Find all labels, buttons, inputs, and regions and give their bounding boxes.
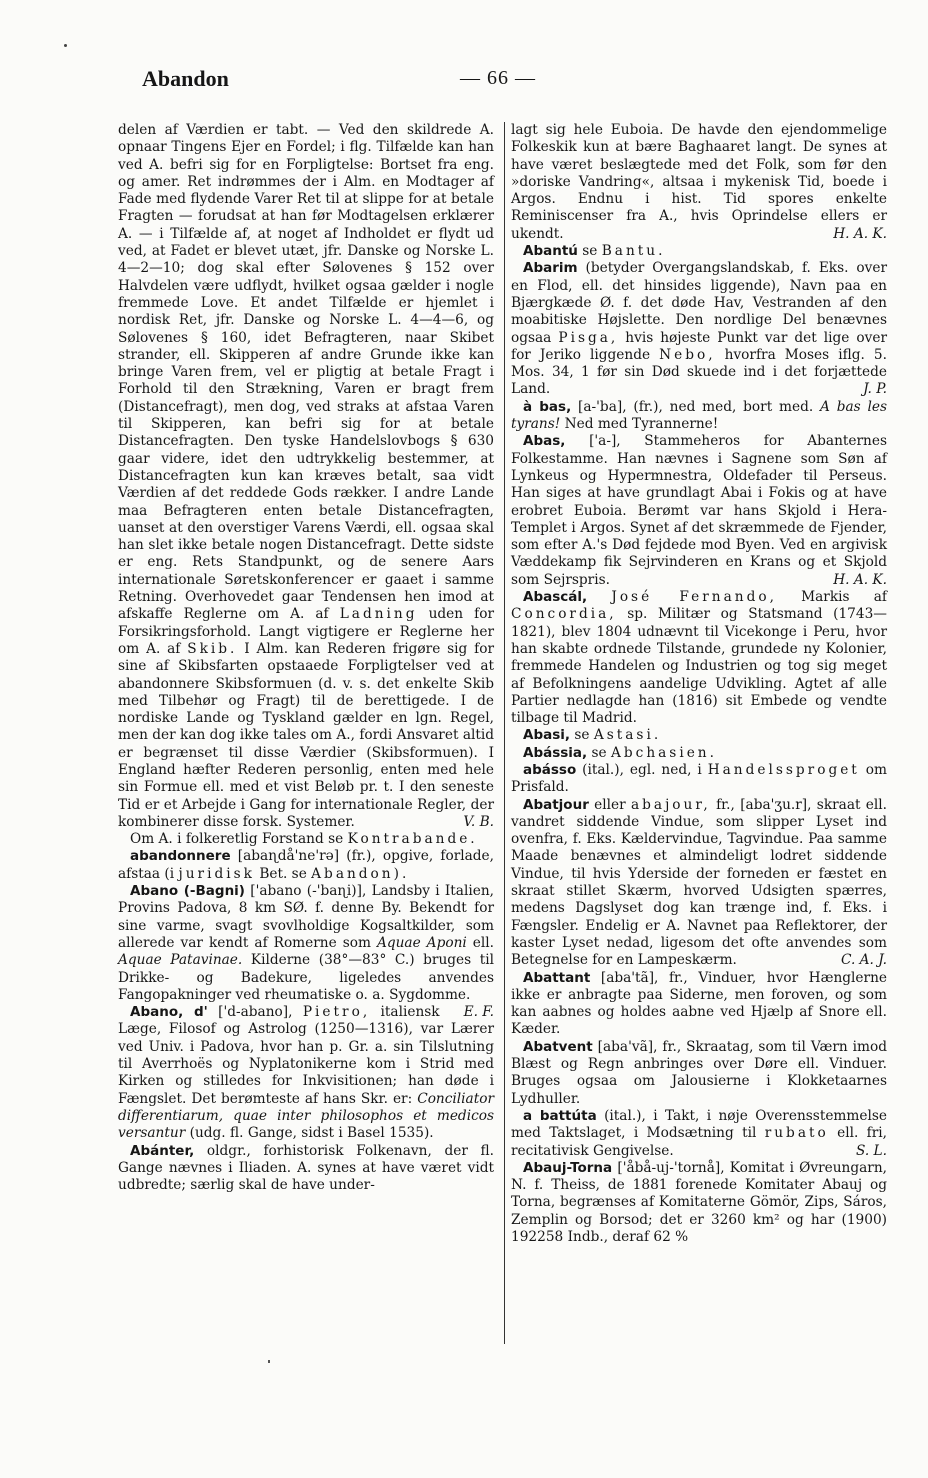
headword: Abano, d' [130,1004,208,1021]
headword: Abarim [523,260,578,277]
author-signature: C. A. J. [840,952,887,969]
author-signature: H. A. K. [833,225,887,242]
running-headword: Abandon [142,66,229,91]
entry-a-battuta: a battúta (ital.), i Takt, i nøje Overensstemmelse med Taktslaget, i Modsætning til rubato ell. fri, recitativisk Gengivelse. S. L. [511,1107,887,1159]
author-signature: J. P. [863,381,887,398]
headword: Abánter, [130,1142,195,1159]
entry-abandon-continuation: delen af Værdien er tabt. — Ved den skildrede A. opnaar Tingens Ejer en Fordel; i flg. Tilfælde kan han ved A. befri sig for en Forpligtelse: Bortset fra eng. og amer. Ret indrømmes der i Alm. en Modtager af Fade med flydende Varer Ret til at slippe for at betale Fragten — forudsat at han før Modtagelsen erklærer A. — i Tilfælde af, at noget af Indholdet er flydt ud ved, at Fadet er blevet utæt, jfr. Danske og Norske L. 4—2—10; dog skal efter Sølovenes § 152 over Halvdelen være udflydt, hvilket ogsaa gælder i nogle fremmede Love. Et andet Tilfælde er hjemlet i nordisk Ret, jfr. Danske og Norske L. 4—4—6, og Sølovenes § 160, idet Befragteren, naar Skibet strander, ell. Skipperen af andre Grunde ikke kan bringe Varen frem, vel er pligtig at betale Fragt i Forhold til den Strækning, Varen er bragt frem (Distancefragt), men dog, ved straks at afstaa Varen til Skipperen, kan befri sig for at betale Distancefragten. Den tyske Handelslovbogs § 630 gaar videre, idet den udtrykkelig bestemmer, at Distancefragten kun kan kræves betalt, saa vidt Værdien af det reddede Gods rækker. I andre Lande maa Befragteren enten betale Distancefragten, uanset at den overstiger Varens Værdi, ell. ogsaa skal han slet ikke betale nogen Distancefragt. Dette sidste er eng. Rets Standpunkt, og de senere Aars internationale Søretskonferencer er gaaet i samme Retning. Overhovedet gaar Tendensen hen imod at afskaffe Reglerne om A. af Ladning uden for Forsikringsforhold. Langt vigtigere er Reglerne her om A. af Skib. I Alm. kan Rederen frigøre sig for sine af Skibsfarten opstaaede Forpligtelser ved at abandonnere Skibsformuen (d. v. s. det enkelte Skib med Tilbehør og Fragt) til de berettigede. I de nordiske Lande og Tyskland gælder en lgn. Regel, men der kan dog ikke tales om A., fordi Ansvaret altid er begrænset til disse Værdier (Skibsformuen). I England hæfter Rederen personlig, enten med hele sin Formue ell. med et vist Beløb pr. t. I den seneste Tid er et Arbejde i Gang for internationale Regler, der kombinerer disse forsk. Systemer. V. B. [118,122,495,830]
entry-a-bas: à bas, [a-'ba], (fr.), ned med, bort med. A bas les tyrans! Ned med Tyrannerne! [511,398,888,433]
entry-abauj-torna: Abauj-Torna ['åbå-uj-'tornå], Komitat i Øvreungarn, N. f. Theiss, de 1881 forenede Komitater Abauj og Torna, begrænses af Komitaterne Gömör, Zips, Sáros, Zemplin og Borsod; det er 3260 km² og har (1900) 192258 Indb., deraf 62 % [511,1159,887,1245]
headword: abásso [523,761,577,778]
headword: a battúta [523,1107,597,1124]
column-divider [504,122,505,1344]
entry-abarim: Abarim (betyder Overgangslandskab, f. Eks. over en Flod, ell. det hinsides liggende), Navn paa en Bjærgkæde Ø. f. det døde Hav, Vestranden af den moabitiske Højslette. Den nordlige Del benævnes ogsaa Pisga, hvis højeste Punkt var det lige over for Jeriko liggende Nebo, hvorfra Moses iflg. 5. Mos. 34, 1 før sin Død skuede ind i det forjættede Land. J. P. [511,260,888,398]
headword: Abano (-Bagni) [130,883,245,900]
headword: à bas, [523,398,572,415]
author-signature: E. F. [463,1004,494,1021]
author-signature: V. B. [463,813,494,830]
entry-abano-pietro: Abano, d' ['d-abano], Pietro, italiensk Læge, Filosof og Astrolog (1250—1316), var Lærer ved Univ. i Padova, hvor han p. Gr. a. sin Tilslutning til Averrhoës og Nyplatonikerne kom i Strid med Kirken og stilledes for Inkvisitionen; han døde i Fængslet. Det berømteste af hans Skr. er: Conciliator differentiarum, quae inter philosophos et medicos versantur (udg. fl. Gange, sidst i Basel 1535). [118,1004,494,1142]
page-header [118,66,886,100]
entry-abas: Abas, ['a-], Stammeheros for Abanternes Folkestamme. Han nævnes i Sagnene som Søn af Lynkeus og Hypermnestra, Oldefader til Perseus. Han siges at have grundlagt Abai i Fokis og at have erobret Euboia. Berømt var hans Skjold i Hera-Templet i Argos. Synet af det skræmmede de Fjender, som efter A.'s Død fejdede mod Byen. Ved en argivisk Væddekamp fik Sejrvinderen en Krans og et Skjold som Sejrspris. H. A. K. [511,433,887,588]
headword: Abatjour [523,796,589,813]
entry-abasi: Abasi, se Astasi. [523,727,662,744]
entry-abanter: Abánter, oldgr., forhistorisk Folkenavn, der fl. Gange nævnes i Iliaden. A. synes at have været vidt udbredte; særlig skal de have under- [118,1142,494,1194]
headword: Abássia, [523,744,588,761]
entry-abanter-continuation: lagt sig hele Euboia. De havde den ejendommelige Folkeskik kun at bære Baghaaret langt. De synes at have været beslægtede med det Folk, som før den »doriske Vandring«, altsaa i mykenisk Tid, boede i Argos. Endnu i hist. Tid spores enkelte Reminiscenser fra A., hvis Oprindelse ellers er ukendt. H. A. K. [511,122,887,242]
scan-speck-bottom [268,1360,270,1363]
headword: abandonnere [130,848,231,865]
entry-abatvent: Abatvent [aba'vã], fr., Skraatag, som til Værn imod Blæst og Regn anbringes over Døre ell. Vinduer. Bruges ogsaa om Jalousierne i Klokketaarnes Lydhuller. [511,1038,887,1107]
entry-abascal: Abascál, José Fernando, Markis af Concordia, sp. Militær og Statsmand (1743—1821), blev 1804 udnævnt til Vicekonge i Peru, hvor han skabte ordnede Tilstande, grundede ny Kolonier, fremmede Handelen og Industrien og tog sig meget af Befolkningens aandelige Udvikling. Agtet af alle Partier nedlagde han (1816) sit Embede og vendte tilbage til Madrid. [511,589,887,727]
headword: Abantú [523,243,578,260]
right-column [511,122,887,1246]
entry-abantu: Abantú se Bantu. [523,243,666,260]
entry-abattant: Abattant [aba'tã], fr., Vinduer, hvor Hænglerne ikke er anbragte paa Siderne, men foroven, og som kan aabnes og holdes aabne ved Hjælp af Snore ell. Kæder. [511,969,887,1038]
entry-abatjour: Abatjour eller abajour, fr., [aba'ʒu.r], skraat ell. vandret siddende Vindue, som slipper Lyset ind ovenfra, f. Eks. Kældervindue, Tagvindue. Paa samme Maade benævnes et almindeligt lodret siddende Vindue, til hvis Yderside der forneden er fæstet en skraat stillet Skærm, hvorved Udsigten spærres, medens Dagslyset dog kan trænge ind, f. Eks. i Fængsler. Endelig er A. Navnet paa Reflektorer, der kaster Lyset nedad, ligesom det ofte anvendes som Betegnelse for en Lampeskærm. C. A. J. [511,796,887,969]
left-column [118,122,494,1194]
headword: Abas, [523,433,566,450]
page-number: — 66 — [460,67,536,89]
entry-abandonnere: abandonnere [abaɳdå'ne'rə] (fr.), opgive, forlade, afstaa (i juridisk Bet. se Abandon). [118,848,494,882]
cross-reference: Om A. i folkeretlig Forstand se Kontrabande. [130,831,478,848]
entry-abasso: abásso (ital.), egl. ned, i Handelssproget om Prisfald. [511,761,887,796]
entry-abassia: Abássia, se Abchasien. [523,744,717,761]
headword: Abatvent [523,1038,593,1055]
scan-speck-top [64,44,67,47]
author-signature: H. A. K. [833,571,887,588]
entry-abano-bagni: Abano (-Bagni) ['abano (-'baɳi)], Landsby i Italien, Provins Padova, 8 km SØ. f. denne By. Bekendt for sine varme, svagt svovlholdige Kogsaltkilder, som allerede var kendt af Romerne som Aquae Aponi ell. Aquae Patavinae. Kilderne (38°—83° C.) bruges til Drikke- og Badekure, ligeledes anvendes Fangopakninger ved rheumatiske o. a. Sygdomme. E. F. [118,883,494,1021]
author-signature: S. L. [855,1142,887,1159]
headword: Abauj-Torna [523,1159,613,1176]
headword: Abasi, [523,727,571,744]
headword: Abascál, [523,589,588,606]
headword: Abattant [523,969,591,986]
